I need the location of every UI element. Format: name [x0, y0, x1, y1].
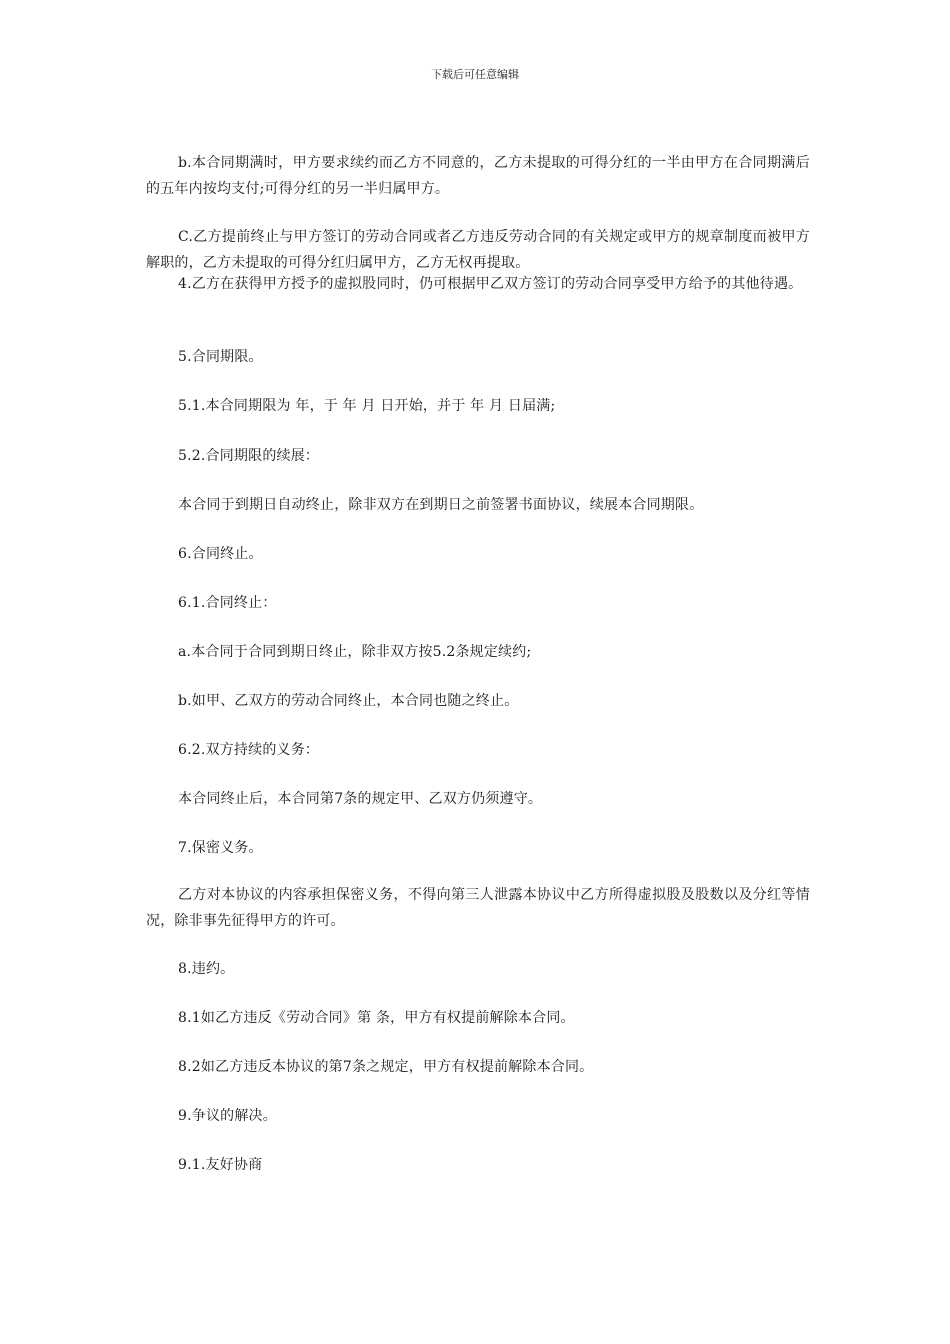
heading-clause-8: 8.违约。 [178, 961, 235, 977]
page-header-note: 下载后可任意编辑 [431, 68, 519, 81]
heading-clause-5-2: 5.2.合同期限的续展： [178, 448, 320, 464]
paragraph-clause-5-2-body: 本合同于到期日自动终止，除非双方在到期日之前签署书面协议，续展本合同期限。 [178, 497, 704, 513]
paragraph-clause-8-1: 8.1如乙方违反《劳动合同》第 条，甲方有权提前解除本合同。 [178, 1010, 575, 1026]
heading-clause-7: 7.保密义务。 [178, 840, 263, 856]
paragraph-termination-c: C.乙方提前终止与甲方签订的劳动合同或者乙方违反劳动合同的有关规定或甲方的规章制度而被甲方解职的，乙方未提取的可得分红归属甲方，乙方无权再提取。 [146, 229, 810, 271]
paragraph-clause-6-2-body: 本合同终止后，本合同第7条的规定甲、乙双方仍须遵守。 [178, 791, 543, 807]
heading-clause-6-2: 6.2.双方持续的义务： [178, 742, 320, 758]
paragraph-renewal-b: b.本合同期满时，甲方要求续约而乙方不同意的，乙方未提取的可得分红的一半由甲方在合同期满后的五年内按均支付;可得分红的另一半归属甲方。 [146, 155, 810, 197]
paragraph-clause-5-1: 5.1.本合同期限为 年，于 年 月 日开始，并于 年 月 日届满; [178, 398, 556, 414]
heading-clause-6: 6.合同终止。 [178, 546, 263, 562]
heading-clause-5: 5.合同期限。 [178, 349, 263, 365]
heading-clause-9-1: 9.1.友好协商 [178, 1157, 263, 1173]
paragraph-clause-8-2: 8.2如乙方违反本协议的第7条之规定，甲方有权提前解除本合同。 [178, 1059, 594, 1075]
paragraph-clause-4: 4.乙方在获得甲方授予的虚拟股同时，仍可根据甲乙双方签订的劳动合同享受甲方给予的其他待遇。 [178, 276, 803, 292]
paragraph-clause-6-1-a: a.本合同于合同到期日终止，除非双方按5.2条规定续约; [178, 644, 532, 660]
paragraph-clause-6-1-b: b.如甲、乙双方的劳动合同终止，本合同也随之终止。 [178, 693, 519, 709]
paragraph-clause-7-body: 乙方对本协议的内容承担保密义务，不得向第三人泄露本协议中乙方所得虚拟股及股数以及分红等情况，除非事先征得甲方的许可。 [146, 887, 810, 929]
heading-clause-6-1: 6.1.合同终止： [178, 595, 277, 611]
heading-clause-9: 9.争议的解决。 [178, 1108, 277, 1124]
